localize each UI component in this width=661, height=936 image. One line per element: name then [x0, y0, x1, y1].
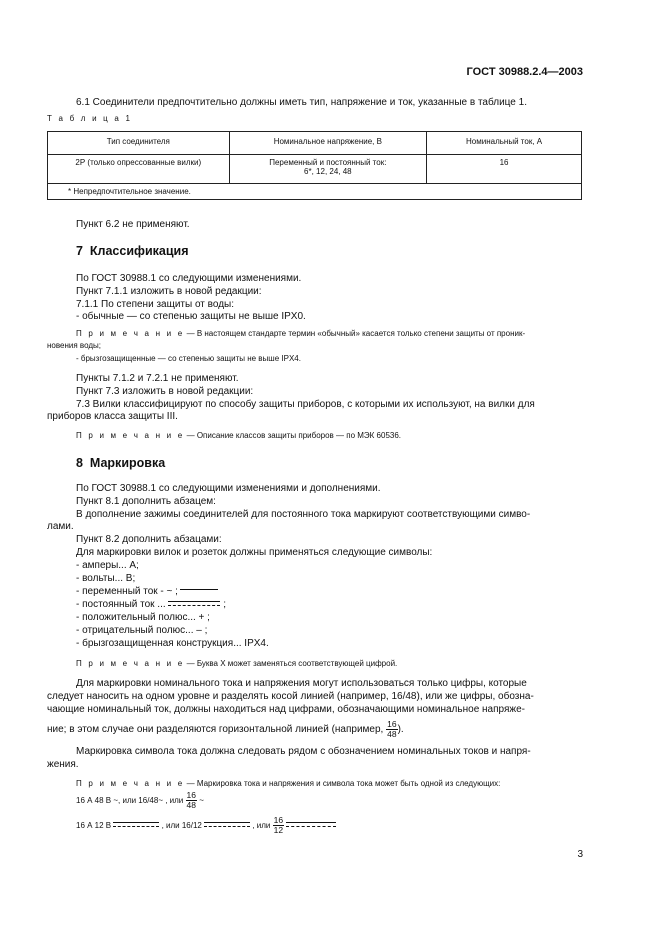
- fraction: [273, 816, 284, 835]
- table-header-cell: Тип соединителя: [48, 132, 230, 155]
- list-item: - положительный полюс... + ;: [76, 612, 210, 623]
- standard-code: ГОСТ 30988.2.4—2003: [466, 66, 583, 78]
- dc-symbol-icon: [204, 822, 250, 829]
- table-cell: [229, 155, 427, 184]
- ac-overline: [180, 589, 218, 594]
- text-line: 7.1.1 По степени защиты от воды:: [76, 299, 234, 310]
- note-text: — Буква Х может заменяться соответствующей цифрой.: [184, 659, 398, 668]
- note-line: новения воды;: [47, 341, 101, 350]
- table-footnote-row: [48, 184, 582, 200]
- list-text: - переменный ток - ~ ;: [76, 586, 178, 597]
- note-line: [76, 431, 401, 441]
- list-item: - брызгозащищенная конструкция... IPX4.: [76, 638, 269, 649]
- note-text: — В настоящем стандарте термин «обычный» касается только степени защиты от проник-: [184, 329, 526, 338]
- table-header-row: [48, 132, 582, 155]
- note-label: П р и м е ч а н и е: [76, 779, 185, 788]
- text-line: По ГОСТ 30988.1 со следующими изменениями и дополнениями.: [76, 483, 381, 494]
- text-span: ).: [397, 724, 404, 736]
- text-line: Пункт 8.2 дополнить абзацами:: [76, 534, 222, 545]
- table-cell: 2Р (только опрессованные вилки): [48, 155, 230, 184]
- text-span: 16 А 12 В: [76, 821, 114, 830]
- fraction-numerator: 16: [387, 719, 397, 729]
- fraction: [386, 720, 397, 739]
- fraction: [186, 791, 197, 810]
- table-caption: Т а б л и ц а 1: [47, 114, 133, 123]
- text-line: В дополнение зажимы соединителей для постоянного тока маркируют соответствующими симво-: [76, 509, 531, 520]
- note-label: П р и м е ч а н и е: [76, 329, 185, 338]
- table-header-cell: Номинальный ток, А: [427, 132, 582, 155]
- table-row: [48, 155, 582, 184]
- text-span: , или 16/12: [159, 821, 205, 830]
- list-item: - амперы... А;: [76, 560, 139, 571]
- clause-6-2: Пункт 6.2 не применяют.: [76, 219, 190, 230]
- list-text: - постоянный ток ...: [76, 599, 166, 610]
- section-number: 8: [76, 456, 83, 470]
- text-line: Пункт 8.1 дополнить абзацем:: [76, 496, 216, 507]
- list-item: [76, 586, 218, 599]
- fraction-denominator: 12: [273, 825, 284, 836]
- text-line: приборов класса защиты III.: [47, 411, 178, 422]
- section-number: 7: [76, 244, 83, 258]
- text-line: чающие номинальный ток, должны находиться над цифрами, обозначающими номинальное напряже-: [47, 704, 525, 715]
- text-line: - обычные — со степенью защиты не выше IPX0.: [76, 311, 306, 322]
- list-item: - вольты... В;: [76, 573, 136, 584]
- text-line: Пункт 7.3 изложить в новой редакции:: [76, 386, 254, 397]
- note-line: [76, 659, 397, 669]
- text-line: [47, 720, 404, 740]
- text-line: Маркировка символа тока должна следовать рядом с обозначением номинальных токов и напря-: [76, 746, 531, 757]
- page-number: 3: [577, 849, 583, 860]
- list-item: [76, 599, 226, 612]
- section-8-heading: [76, 456, 165, 470]
- table-header-cell: Номинальное напряжение, В: [229, 132, 427, 155]
- note-line: - брызгозащищенные — со степенью защиты не выше IPX4.: [76, 354, 301, 363]
- dc-symbol-icon: [286, 822, 336, 829]
- fraction-denominator: 48: [186, 800, 196, 811]
- list-item: - отрицательный полюс... – ;: [76, 625, 208, 636]
- note-label: П р и м е ч а н и е: [76, 431, 185, 440]
- dc-symbol-icon: [168, 601, 220, 608]
- clause-6-1: 6.1 Соединители предпочтительно должны иметь тип, напряжение и ток, указанные в таблице 1.: [76, 97, 527, 108]
- text-line: лами.: [47, 521, 74, 532]
- list-suffix: ;: [220, 599, 226, 610]
- marking-example-1: [76, 791, 204, 811]
- text-line: 7.3 Вилки классифицируют по способу защиты приборов, с которыми их используют, на вилки для: [76, 399, 535, 410]
- fraction-numerator: 16: [273, 815, 284, 826]
- section-title: Классификация: [89, 244, 189, 258]
- text-line: Для маркировки вилок и розеток должны применяться следующие символы:: [76, 547, 433, 558]
- note-text: — Описание классов защиты приборов — по МЭК 60536.: [184, 431, 402, 440]
- note-line: [76, 329, 525, 339]
- text-span: ние; в этом случае они разделяются горизонтальной линией (например,: [47, 724, 387, 736]
- text-line: жения.: [47, 759, 79, 770]
- fraction-numerator: 16: [186, 790, 196, 801]
- table-footnote: * Непредпочтительное значение.: [48, 184, 582, 200]
- fraction-denominator: 48: [387, 729, 397, 739]
- text-line: Для маркировки номинального тока и напряжения могут использоваться только цифры, которые: [76, 678, 527, 689]
- text-line: следует наносить на одном уровне и разделять косой линией (например, 16/48), или же цифры, обозна-: [47, 691, 534, 702]
- table-cell: 16: [427, 155, 582, 184]
- marking-example-2: [76, 816, 336, 836]
- note-text: — Маркировка тока и напряжения и символа тока может быть одной из следующих:: [184, 779, 501, 788]
- voltage-line: Переменный и постоянный ток:: [269, 158, 387, 167]
- voltage-line: 6*, 12, 24, 48: [304, 167, 352, 176]
- note-label: П р и м е ч а н и е: [76, 659, 185, 668]
- dc-symbol-icon: [113, 822, 159, 829]
- text-line: Пункт 7.1.1 изложить в новой редакции:: [76, 286, 262, 297]
- text-line: По ГОСТ 30988.1 со следующими изменениями.: [76, 273, 302, 284]
- text-span: 16 А 48 В ~, или 16/48~ , или: [76, 796, 186, 805]
- table-1: [47, 131, 582, 200]
- text-span: ~: [196, 796, 204, 805]
- text-span: , или: [250, 821, 273, 830]
- section-title: Маркировка: [89, 456, 166, 470]
- text-line: Пункты 7.1.2 и 7.2.1 не применяют.: [76, 373, 239, 384]
- section-7-heading: [76, 244, 189, 258]
- note-line: [76, 779, 500, 789]
